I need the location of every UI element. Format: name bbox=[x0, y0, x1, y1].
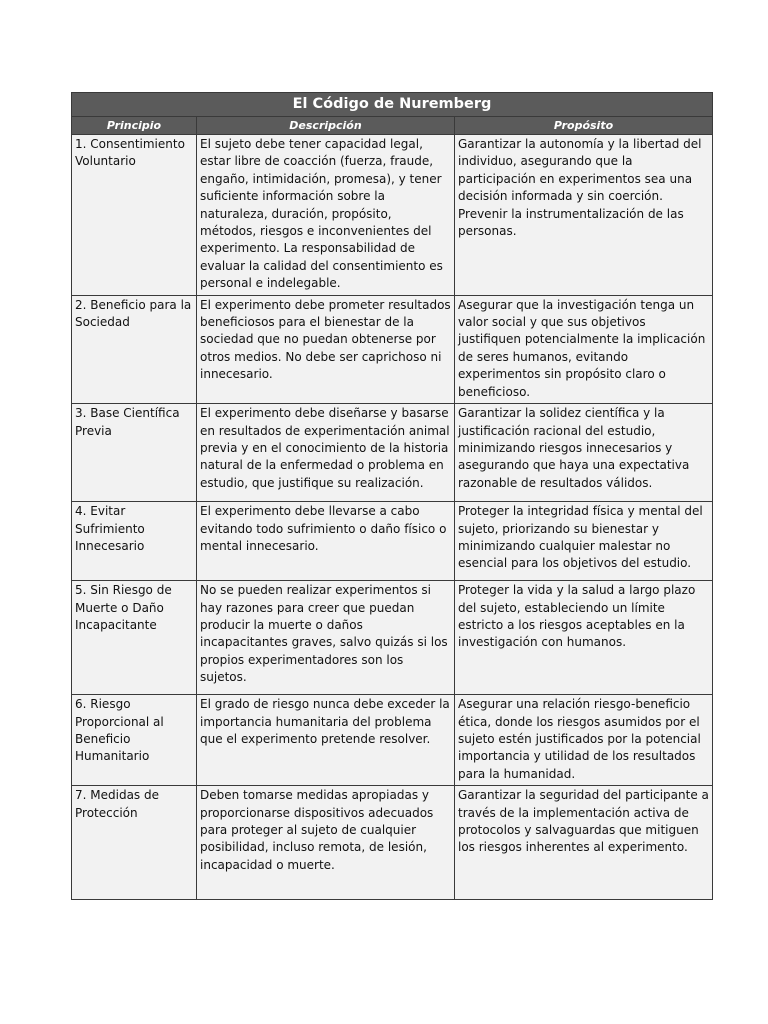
table-row bbox=[72, 404, 713, 502]
purpose-text: Garantizar la solidez científica y la justificación racional del estudio, minimizando riesgos innecesarios y asegurando que haya una expectativa razonable de resultados válidos. bbox=[458, 406, 690, 490]
column-header-purpose: Propósito bbox=[455, 117, 713, 135]
purpose-cell bbox=[455, 135, 713, 296]
description-cell bbox=[197, 502, 455, 581]
table-row bbox=[72, 135, 713, 296]
description-cell bbox=[197, 404, 455, 502]
principle-cell bbox=[72, 581, 197, 695]
description-cell bbox=[197, 581, 455, 695]
principle-cell bbox=[72, 295, 197, 403]
description-text: El experimento debe diseñarse y basarse en resultados de experimentación animal previa y en el conocimiento de la historia natural de la enfermedad o problema en estudio, que justifique su realización. bbox=[200, 406, 450, 490]
purpose-cell bbox=[455, 502, 713, 581]
column-header-principle: Principio bbox=[72, 117, 197, 135]
principle-cell bbox=[72, 502, 197, 581]
purpose-text: Garantizar la seguridad del participante a través de la implementación activa de protocolos y salvaguardas que mitiguen los riesgos inherentes al experimento. bbox=[458, 788, 709, 855]
title-row bbox=[72, 93, 713, 117]
principle-text: 4. Evitar Sufrimiento Innecesario bbox=[75, 504, 145, 553]
principle-cell bbox=[72, 695, 197, 786]
description-text: No se pueden realizar experimentos si hay razones para creer que puedan producir la muerte o daños incapacitantes graves, salvo quizás si los propios experimentadores son los sujetos. bbox=[200, 583, 448, 685]
table-row bbox=[72, 786, 713, 900]
description-cell bbox=[197, 786, 455, 900]
principle-text: 7. Medidas de Protección bbox=[75, 788, 159, 820]
table-row bbox=[72, 695, 713, 786]
purpose-text: Asegurar que la investigación tenga un valor social y que sus objetivos justifiquen potencialmente la implicación de seres humanos, evitando experimentos sin propósito claro o beneficioso. bbox=[458, 297, 706, 399]
purpose-text: Proteger la integridad física y mental del sujeto, priorizando su bienestar y minimizando cualquier malestar no esencial para los objetivos del estudio. bbox=[458, 504, 703, 571]
purpose-text: Proteger la vida y la salud a largo plazo del sujeto, estableciendo un límite estricto a los riesgos aceptables en la investigación con humanos. bbox=[458, 583, 696, 650]
principle-text: 1. Consentimiento Voluntario bbox=[75, 137, 185, 169]
description-text: El sujeto debe tener capacidad legal, estar libre de coacción (fuerza, fraude, engaño, intimidación, promesa), y tener suficiente información sobre la naturaleza, duración, propósito, métodos, riesgos e inconvenientes del experimento. La responsabilidad de evaluar la calidad del consentimiento es personal e indelegable. bbox=[200, 137, 443, 291]
description-text: El experimento debe prometer resultados beneficiosos para el bienestar de la sociedad que no puedan obtenerse por otros medios. No debe ser caprichoso ni innecesario. bbox=[200, 297, 451, 382]
purpose-text: Asegurar una relación riesgo-beneficio ética, donde los riesgos asumidos por el sujeto estén justificados por la potencial importancia y utilidad de los resultados para la humanidad. bbox=[458, 697, 701, 781]
purpose-cell bbox=[455, 581, 713, 695]
description-cell bbox=[197, 295, 455, 403]
purpose-cell bbox=[455, 295, 713, 403]
purpose-cell bbox=[455, 786, 713, 900]
description-text: Deben tomarse medidas apropiadas y proporcionarse dispositivos adecuados para proteger al sujeto de cualquier posibilidad, incluso remota, de lesión, incapacidad o muerte. bbox=[200, 788, 434, 872]
header-row bbox=[72, 117, 713, 135]
principle-text: 3. Base Científica Previa bbox=[75, 406, 180, 438]
principle-cell bbox=[72, 135, 197, 296]
column-header-description: Descripción bbox=[197, 117, 455, 135]
description-cell bbox=[197, 695, 455, 786]
purpose-cell bbox=[455, 404, 713, 502]
table-row bbox=[72, 502, 713, 581]
description-text: El grado de riesgo nunca debe exceder la importancia humanitaria del problema que el experimento pretende resolver. bbox=[200, 697, 450, 746]
purpose-cell bbox=[455, 695, 713, 786]
table-row bbox=[72, 581, 713, 695]
table-row bbox=[72, 295, 713, 403]
principle-text: 2. Beneficio para la Sociedad bbox=[75, 297, 192, 330]
principle-text: 5. Sin Riesgo de Muerte o Daño Incapacitante bbox=[75, 583, 172, 632]
nuremberg-code-table bbox=[71, 92, 713, 900]
principle-text: 6. Riesgo Proporcional al Beneficio Humanitario bbox=[75, 697, 164, 764]
description-cell bbox=[197, 135, 455, 296]
purpose-text: Garantizar la autonomía y la libertad del individuo, asegurando que la participación en experimentos sea una decisión informada y sin coerción. Prevenir la instrumentalización de las personas. bbox=[458, 137, 702, 239]
description-text: El experimento debe llevarse a cabo evitando todo sufrimiento o daño físico o mental innecesario. bbox=[200, 504, 447, 553]
table-title: El Código de Nuremberg bbox=[72, 93, 713, 117]
principle-cell bbox=[72, 404, 197, 502]
principle-cell bbox=[72, 786, 197, 900]
